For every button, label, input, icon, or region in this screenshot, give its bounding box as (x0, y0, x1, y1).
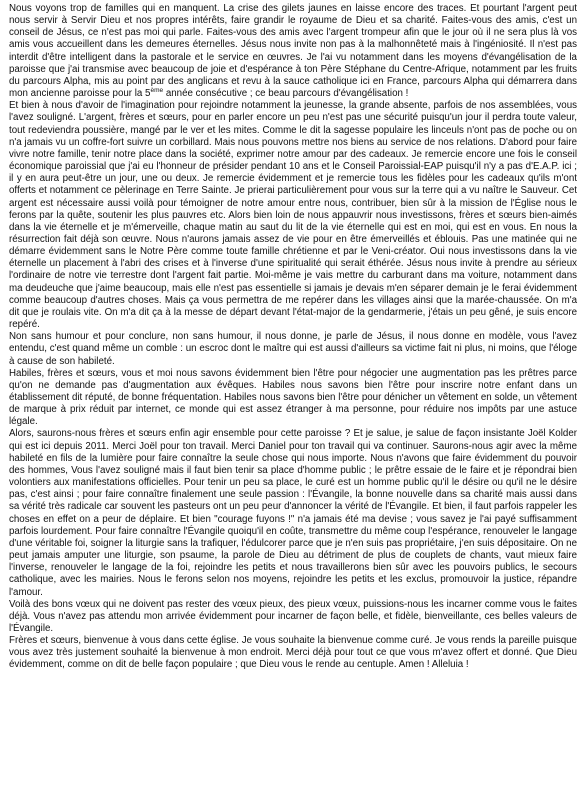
paragraph-1 (9, 3, 577, 100)
paragraph-3: Non sans humour et pour conclure, non sans humour, il nous donne, je parle de Jésus, il nous donne en modèle, vous l'avez entendu, c'est quand même un comble : un escroc dont le maître qui est aussi d'ailleurs sa victime fait ni plus, ni moins, que l'éloge à cause de son habileté. (9, 331, 577, 367)
paragraph-1-text-end: année consécutive ; ce beau parcours d'évangélisation ! (163, 88, 409, 100)
paragraph-2: Et bien à nous d'avoir de l'imagination pour rejoindre notamment la jeunesse, la grande absente, parfois de nos assemblées, vous l'avez souligné. L'argent, frères et sœurs, pour en parler encore un peu n'est pas une sécurité puisqu'un jour il perdra toute valeur, tout redeviendra poussière, mangé par le ver et les mites. Comme le dit la sagesse populaire les linceuls n'ont pas de poche ou on n'a jamais vu un coffre-fort suivre un corbillard. Mais nous pouvons mettre nos biens au service de nos relations. D'abord pour faire vivre notre famille, tenir notre place dans la société, exprimer notre amour par des cadeaux. Je remercie encore une fois le conseil économique paroissial que j'ai eu l'honneur de présider pendant 10 ans et le Conseil Paroissial-EAP puisqu'il n'y a pas d'E.A.P. ici ; il y en aura peut-être un jour, une ou deux. Je remercie évidemment et je remercie tous les fidèles pour les cadeaux qu'ils m'ont offerts et notamment ce pèlerinage en Terre Sainte. Je prierai particulièrement pour vous sur la terre qui a vu naître le Sauveur. Cet argent est nécessaire aussi voilà pour témoigner de notre amour entre nous, contribuer, bien sûr à la mission de l'Église nous le ferons par la quête, soutenir les plus pauvres etc. Alors bien loin de nous appauvrir nous investissons, frères et sœurs bien-aimés dans la vie éternelle et je m'émerveille, chaque matin au saut du lit de la vie éternelle qui est en moi, qui est en vous. En nous la résurrection fait déjà son œuvre. Nous n'aurons jamais assez de vie pour en être émerveillés et éblouis. Pas une matinée qui ne démarre évidemment sans le Notre Père comme toute famille chrétienne et par le Veni-créator. Oui nous investissons dans la vie éternelle un placement à l'abri des crises et à l'inverse d'une spiritualité qui serait éthérée. Jésus nous invite à prendre au sérieux l'ordinaire de notre vie terrestre dont l'argent fait partie. Moi-même je vais mettre du carburant dans ma voiture, notamment dans ma deudeuche que j'aime beaucoup, mais elle n'est pas essentielle si jamais je devais m'en séparer demain je le ferai évidemment comme beaucoup d'autres choses. Mais ça vous permettra de me repérer dans les villages ainsi que la marée-chaussée. On m'a dit que je roulais vite. On m'a dit ça à la messe de départ devant l'état-major de la gendarmerie, j'étais un peu gêné, je suis encore repéré. (9, 100, 577, 331)
paragraph-6: Voilà des bons vœux qui ne doivent pas rester des vœux pieux, des pieux vœux, puissions-nous les incarner comme vous le faites déjà. Vous n'avez pas attendu mon arrivée évidemment pour incarner de façon belle, et fidèle, bienveillante, ces belles valeurs de l'Évangile. (9, 598, 577, 634)
paragraph-7: Frères et sœurs, bienvenue à vous dans cette église. Je vous souhaite la bienvenue comme curé. Je vous rends la pareille puisque vous avez très justement souhaité la bienvenue à mon endroit. Merci déjà pour tout ce que vous m'avez offert et donné. Que Dieu évidemment, comme on dit de belle façon populaire ; que Dieu vous le rende au centuple. Amen ! Alleluia ! (9, 635, 577, 671)
ordinal-suffix: ème (150, 86, 164, 94)
paragraph-4: Habiles, frères et sœurs, vous et moi nous savons évidemment bien l'être pour négocier une augmentation pas les prêtres parce qu'on ne demande pas d'augmentation aux évêques. Habiles nous savons bien l'être pour inscrire notre enfant dans un établissement dit réputé, de bonne fréquentation. Habiles nous savons bien l'être pour dénicher un vêtement en solde, un vêtement de marque à prix réduit par internet, ce monde qui est assez étranger à ma personne, pour réduire nos impôts par une astuce légale. (9, 367, 577, 428)
paragraph-1-text: Nous voyons trop de familles qui en manquent. La crise des gilets jaunes en laisse encore des traces. Et pourtant l'argent peut nous servir à Servir Dieu et nos propres intérêts, faire grandir le royaume de Dieu et sa charité. Faites-vous des amis, c'est un conseil de Jésus, ce n'est pas moi qui parle. Faites-vous des amis avec l'argent trompeur afin que le jour où il ne sera plus là vos amis vous accueillent dans les demeures éternelles. Jésus nous invite non pas à la malhonnêteté mais à l'ingéniosité. Il n'est pas interdit d'être intelligent dans la pastorale et le service en œuvres. Je l'ai vu notamment dans les moyens d'évangélisation de la paroisse que j'ai transmise avec beaucoup de joie et d'espérance à ton Père Stéphane du Centre-Afrique, notamment par les fruits du parcours Alpha, mis au point par des anglicans et revu à la sauce catholique ici en France, parcours Alpha qui démarrera dans mon ancienne paroisse pour la 5 (9, 3, 577, 100)
paragraph-5: Alors, saurons-nous frères et sœurs enfin agir ensemble pour cette paroisse ? Et je salue, je salue de façon insistante Joël Kolder qui est ici depuis 2011. Merci Joël pour ton travail. Merci Daniel pour ton travail qui va continuer. Saurons-nous agir avec la même habileté en fils de la lumière pour faire connaître la seule chose qui nous importe. Nous n'avons que faire évidemment du pouvoir des hommes, Vous l'avez souligné mais il faut bien tenir sa place d'homme public ; le prêtre essaie de le faire et je répondrai bien volontiers aux manifestations officielles. Pour tenir un peu sa place, le curé est un homme public qu'il le désire ou qu'il ne le désire pas, c'est ainsi ; pour faire connaître finalement une seule passion : l'Évangile, la bonne nouvelle dans sa charité mais aussi dans sa vérité très radicale car souvent les pasteurs ont un peu peur d'annoncer la vérité de l'Évangile. Et bien, il faut parfois rappeler les choses en effet on a peur de déplaire. Et bien "courage fuyons !" n'a jamais été ma devise ; vous savez je l'ai payé suffisamment parfois lourdement. Pour faire connaître l'Évangile quoiqu'il en coûte, transmettre du même coup l'espérance, renouveler le langage d'une véritable foi, soigner la liturgie sans la trafiquer, l'édulcorer parce que je n'en suis pas propriétaire, j'en suis dépositaire. On ne peut jamais amputer une liturgie, son psaume, la parole de Dieu au détriment de plus de couplets de chants, vaut mieux faire l'inverse, renouveler le langage de la foi, rejoindre les petits et nous travaillerons bien sûr avec les pouvoirs publics, le secours catholique, avec les mairies. Nous le ferons selon nos moyens, rejoindre les petits et les exclus, promouvoir la justice, répandre l'amour. (9, 428, 577, 598)
